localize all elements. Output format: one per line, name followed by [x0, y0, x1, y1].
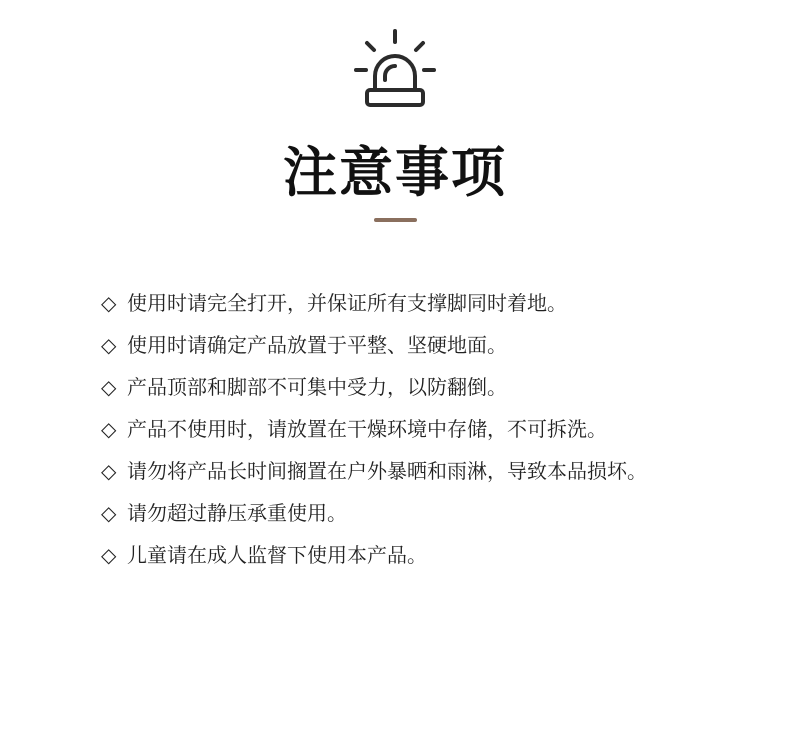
list-item [101, 534, 647, 576]
list-item [101, 324, 647, 366]
diamond-bullet-icon: ◇ [101, 543, 117, 567]
diamond-bullet-icon: ◇ [101, 375, 117, 399]
list-item [101, 408, 647, 450]
note-text: 请勿超过静压承重使用。 [127, 501, 347, 525]
note-text: 请勿将产品长时间搁置在户外暴晒和雨淋，导致本品损坏。 [127, 459, 647, 483]
diamond-bullet-icon: ◇ [101, 417, 117, 441]
note-text: 使用时请完全打开，并保证所有支撑脚同时着地。 [127, 291, 567, 315]
note-text: 使用时请确定产品放置于平整、坚硬地面。 [127, 333, 507, 357]
diamond-bullet-icon: ◇ [101, 459, 117, 483]
diamond-bullet-icon: ◇ [101, 501, 117, 525]
list-item [101, 492, 647, 534]
note-text: 产品顶部和脚部不可集中受力，以防翻倒。 [127, 375, 507, 399]
alarm-siren-icon [353, 28, 437, 110]
notes-list [101, 282, 647, 576]
note-text: 产品不使用时，请放置在干燥环境中存储，不可拆洗。 [127, 417, 607, 441]
list-item [101, 450, 647, 492]
title-divider [374, 218, 417, 222]
list-item [101, 366, 647, 408]
note-text: 儿童请在成人监督下使用本产品。 [127, 543, 427, 567]
page-title: 注意事项 [283, 141, 507, 204]
list-item [101, 282, 647, 324]
diamond-bullet-icon: ◇ [101, 333, 117, 357]
diamond-bullet-icon: ◇ [101, 291, 117, 315]
